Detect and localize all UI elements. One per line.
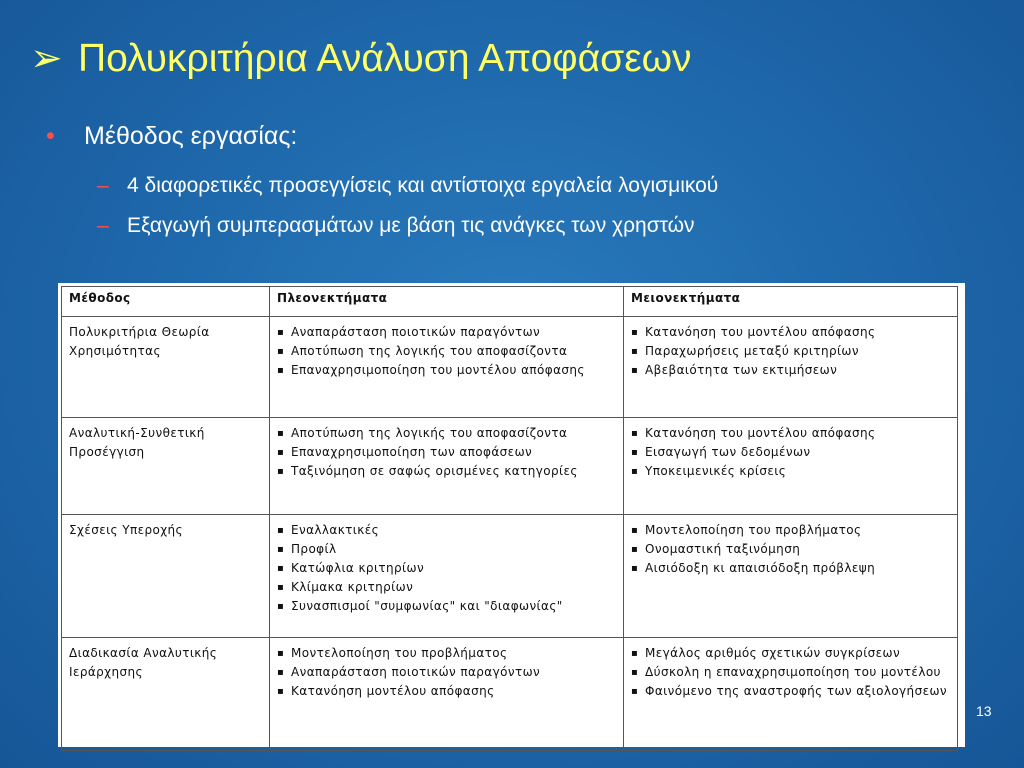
pros-cell: [270, 418, 624, 515]
bullet-dot-icon: •: [46, 122, 55, 150]
list-item: ▪ Μοντελοποίηση του προβλήματος: [277, 644, 616, 663]
list-item: ▪ Παραχωρήσεις μεταξύ κριτηρίων: [631, 342, 950, 361]
comparison-table: [61, 286, 958, 751]
method-cell: Διαδικασία Αναλυτικής Ιεράρχησης: [62, 638, 270, 751]
header-pros: Πλεονεκτήματα: [270, 287, 624, 317]
pros-cell: [270, 515, 624, 638]
table-row: [62, 418, 958, 515]
list-item: ▪ Κατώφλια κριτηρίων: [277, 559, 616, 578]
arrow-bullet-icon: ➢: [30, 37, 63, 80]
sub-bullet-text: 4 διαφορετικές προσεγγίσεις και αντίστοιχα εργαλεία λογισμικού: [127, 174, 719, 197]
list-item: ▪ Επαναχρησιμοποίηση του μοντέλου απόφασης: [277, 361, 616, 380]
main-bullet: [46, 122, 297, 151]
cons-cell: [624, 418, 958, 515]
method-cell: Πολυκριτήρια Θεωρία Χρησιμότητας: [62, 317, 270, 418]
list-item: ▪ Μεγάλος αριθμός σχετικών συγκρίσεων: [631, 644, 950, 663]
list-item: ▪ Υποκειμενικές κρίσεις: [631, 462, 950, 481]
method-cell: Αναλυτική-Συνθετική Προσέγγιση: [62, 418, 270, 515]
cons-cell: [624, 515, 958, 638]
main-bullet-text: Μέθοδος εργασίας:: [84, 122, 298, 150]
slide-title: [30, 36, 692, 81]
list-item: ▪ Συνασπισμοί "συμφωνίας" και "διαφωνίας": [277, 597, 616, 616]
list-item: ▪ Προφίλ: [277, 540, 616, 559]
table-row: [62, 515, 958, 638]
list-item: ▪ Κατανόηση του μοντέλου απόφασης: [631, 424, 950, 443]
list-item: ▪ Επαναχρησιμοποίηση των αποφάσεων: [277, 443, 616, 462]
list-item: ▪ Αποτύπωση της λογικής του αποφασίζοντα: [277, 424, 616, 443]
list-item: ▪ Κλίμακα κριτηρίων: [277, 578, 616, 597]
list-item: ▪ Αισιόδοξη κι απαισιόδοξη πρόβλεψη: [631, 559, 950, 578]
list-item: ▪ Ταξινόμηση σε σαφώς ορισμένες κατηγορίες: [277, 462, 616, 481]
list-item: ▪ Ονομαστική ταξινόμηση: [631, 540, 950, 559]
sub-bullet-2: [97, 214, 695, 238]
table-row: [62, 638, 958, 751]
list-item: ▪ Εναλλακτικές: [277, 521, 616, 540]
list-item: ▪ Κατανόηση του μοντέλου απόφασης: [631, 323, 950, 342]
list-item: ▪ Αναπαράσταση ποιοτικών παραγόντων: [277, 323, 616, 342]
pros-cell: [270, 317, 624, 418]
table-row: [62, 317, 958, 418]
list-item: ▪ Φαινόμενο της αναστροφής των αξιολογήσεων: [631, 682, 950, 701]
page-number: 13: [976, 703, 992, 719]
method-cell: Σχέσεις Υπεροχής: [62, 515, 270, 638]
sub-bullet-1: [97, 174, 718, 198]
cons-cell: [624, 317, 958, 418]
table-header-row: [62, 287, 958, 317]
sub-bullet-text: Εξαγωγή συμπερασμάτων με βάση τις ανάγκες των χρηστών: [127, 214, 695, 237]
list-item: ▪ Κατανόηση μοντέλου απόφασης: [277, 682, 616, 701]
header-method: Μέθοδος: [62, 287, 270, 317]
dash-icon: –: [97, 214, 109, 237]
cons-cell: [624, 638, 958, 751]
slide-title-text: Πολυκριτήρια Ανάλυση Αποφάσεων: [78, 37, 692, 80]
list-item: ▪ Δύσκολη η επαναχρησιμοποίηση του μοντέλου: [631, 663, 950, 682]
comparison-table-panel: [58, 283, 965, 747]
list-item: ▪ Μοντελοποίηση του προβλήματος: [631, 521, 950, 540]
list-item: ▪ Αναπαράσταση ποιοτικών παραγόντων: [277, 663, 616, 682]
header-cons: Μειονεκτήματα: [624, 287, 958, 317]
list-item: ▪ Αποτύπωση της λογικής του αποφασίζοντα: [277, 342, 616, 361]
pros-cell: [270, 638, 624, 751]
list-item: ▪ Εισαγωγή των δεδομένων: [631, 443, 950, 462]
list-item: ▪ Αβεβαιότητα των εκτιμήσεων: [631, 361, 950, 380]
dash-icon: –: [97, 174, 109, 197]
